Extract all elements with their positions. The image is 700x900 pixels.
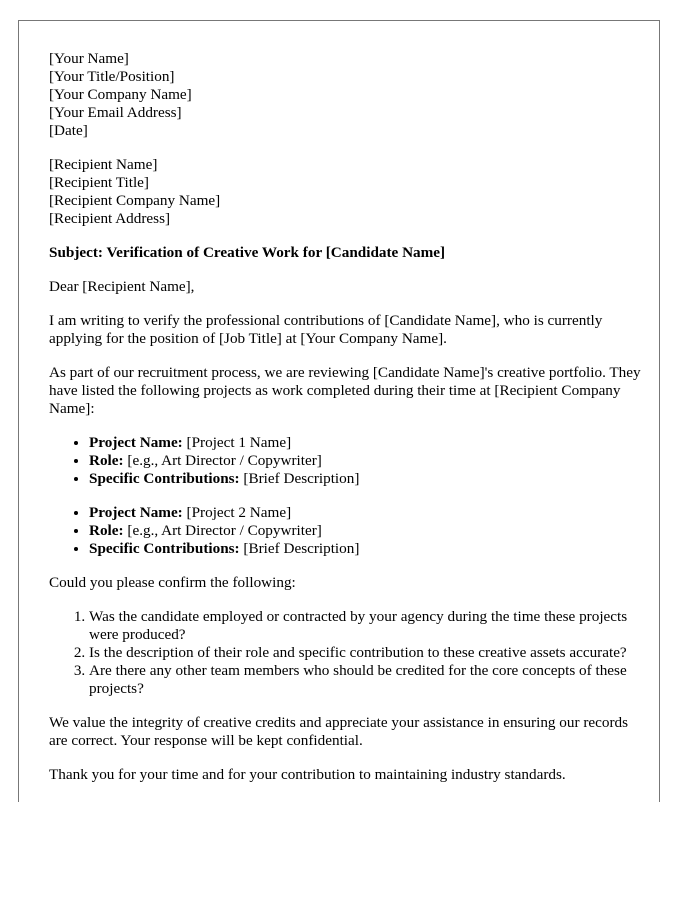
- questions-list: [49, 608, 649, 698]
- role-label: Role:: [89, 452, 124, 469]
- sender-block: [49, 50, 649, 140]
- salutation: Dear [Recipient Name],: [49, 278, 195, 295]
- project-name-label: Project Name:: [89, 434, 183, 451]
- confirm-paragraph: Could you please confirm the following:: [49, 574, 296, 591]
- contributions-value: [Brief Description]: [239, 470, 360, 487]
- recipient-title: [Recipient Title]: [49, 174, 149, 191]
- letter-content: [49, 50, 649, 800]
- role-label: Role:: [89, 522, 124, 539]
- subject-line: Subject: Verification of Creative Work for [Candidate Name]: [49, 244, 446, 261]
- intro-paragraph: I am writing to verify the professional contributions of [Candidate Name], who is currently applying for the position of [Job Title] at [Your Company Name].: [49, 312, 603, 347]
- project-name-value: [Project 2 Name]: [182, 504, 292, 521]
- recipient-address: [Recipient Address]: [49, 210, 171, 227]
- list-item: [89, 540, 649, 558]
- contributions-label: Specific Contributions:: [89, 540, 240, 557]
- sender-company: [Your Company Name]: [49, 86, 192, 103]
- thanks-paragraph: Thank you for your time and for your contribution to maintaining industry standards.: [49, 766, 566, 783]
- context-paragraph: As part of our recruitment process, we are reviewing [Candidate Name]'s creative portfolio. They have listed the following projects as work completed during their time at [Recipient Company Name]:: [49, 364, 641, 417]
- role-value: [e.g., Art Director / Copywriter]: [123, 522, 322, 539]
- sender-name: [Your Name]: [49, 50, 129, 67]
- sender-email: [Your Email Address]: [49, 104, 182, 121]
- contributions-label: Specific Contributions:: [89, 470, 240, 487]
- project-name-value: [Project 1 Name]: [182, 434, 292, 451]
- list-item: [89, 434, 649, 452]
- sender-title: [Your Title/Position]: [49, 68, 175, 85]
- project-1-list: [49, 434, 649, 488]
- letter-date: [Date]: [49, 122, 88, 139]
- list-item: [89, 522, 649, 540]
- project-name-label: Project Name:: [89, 504, 183, 521]
- recipient-name: [Recipient Name]: [49, 156, 158, 173]
- contributions-value: [Brief Description]: [239, 540, 360, 557]
- project-2-list: [49, 504, 649, 558]
- list-item: [89, 452, 649, 470]
- value-paragraph: We value the integrity of creative credits and appreciate your assistance in ensuring our records are correct. Your response will be kept confidential.: [49, 714, 629, 749]
- question-item: 3. Are there any other team members who should be credited for the core concepts of these projects?: [89, 662, 649, 698]
- list-item: [89, 504, 649, 522]
- role-value: [e.g., Art Director / Copywriter]: [123, 452, 322, 469]
- list-item: [89, 470, 649, 488]
- question-item: 2. Is the description of their role and specific contribution to these creative assets accurate?: [89, 644, 649, 662]
- recipient-block: [49, 156, 649, 228]
- letter-page: [18, 20, 660, 802]
- question-item: 1. Was the candidate employed or contracted by your agency during the time these projects were produced?: [89, 608, 649, 644]
- recipient-company: [Recipient Company Name]: [49, 192, 221, 209]
